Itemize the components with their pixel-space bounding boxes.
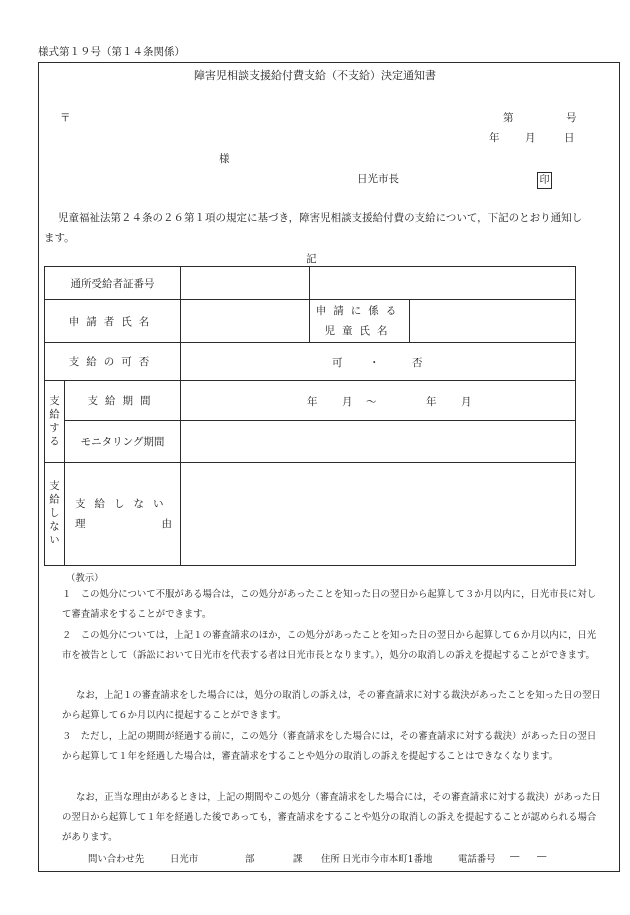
contact-address: 日光市今市本町1番地 [342,854,433,865]
contact-section: 課 [293,854,303,865]
reason-label [65,463,181,566]
certificate-number-label: 通所受給者証番号 [45,267,181,300]
date-year: 年 [489,132,500,144]
contact-label: 問い合わせ先 [88,854,145,865]
table-row [45,381,576,421]
nogrant-group-text: 支給しない [48,480,60,548]
applicant-name-value [181,300,310,343]
approval-no: 否 [412,356,423,369]
reason-label-line1: 支給しない [75,498,173,510]
contact-dept: 部 [245,854,255,865]
nogrant-group-label [45,463,65,566]
monitoring-label: モニタリング期間 [65,421,181,463]
table-row [45,300,576,343]
certificate-number-value-2 [310,267,576,300]
table-row [45,421,576,463]
note-1: １ この処分について不服がある場合は，この処分があったことを知った日の翌日から起算して３か月以内に，日光市長に対して審査請求をすることができます。 [62,589,597,620]
ki-label: 記 [306,253,317,265]
issuer-name: 日光市長 [357,173,399,185]
applicant-name-label: 申請者氏名 [45,300,181,343]
period-value [181,381,576,421]
body-text: 児童福祉法第２４条の２６第１項の規定に基づき，障害児相談支援給付費の支給について，下記のとおり通知します。 [44,212,583,244]
postal-mark: 〒 [60,112,71,124]
table-row [45,463,576,566]
honorific: 様 [219,153,230,165]
child-name-value [410,300,576,343]
document-title: 障害児相談支援給付費支給（不支給）決定通知書 [194,69,436,82]
approval-value [181,343,576,381]
form-number: 様式第１９号（第１４条関係） [38,46,185,58]
note-3: ３ ただし，上記の期間が経過する前に，この処分（審査請求をした場合には，その審査請求に対する裁決）があった日の翌日から起算して１年を経過した場合は，審査請求をすることや処分の取消しの訴えを提起することはできなくなります。 [62,731,597,762]
notes-heading: （教示） [66,573,104,584]
approval-yes: 可 [332,356,343,369]
note-2b: なお，上記１の審査請求をした場合には，処分の取消しの訴えは，その審査請求に対する裁決があったことを知った日の翌日から起算して６か月以内に提起することができます。 [62,690,601,721]
period-month-1: 月 [342,395,353,408]
seal-mark [537,168,552,189]
certificate-number-value [181,267,310,300]
doc-number-suffix: 号 [566,112,577,124]
contact-phone-dash-2: ― [537,851,547,862]
reason-label-part1: 理 [75,518,86,530]
table-row [45,267,576,300]
reason-label-part2: 由 [161,518,172,530]
reason-value [181,463,576,566]
decision-table [44,266,576,566]
child-name-label-line1: 申請に係る [315,305,404,317]
contact-phone-label: 電話番号 [458,854,496,865]
period-year-2: 年 [426,395,437,408]
grant-group-label [45,381,65,463]
child-name-label-line2: 児童氏名 [324,325,395,337]
table-row [45,343,576,381]
approval-separator: ・ [369,356,380,369]
contact-phone-dash-1: ― [510,851,520,862]
date-day: 日 [564,132,575,144]
period-label: 支給期間 [65,381,181,421]
monitoring-value [181,421,576,463]
doc-number-prefix: 第 [503,112,514,124]
approval-label: 支給の可否 [45,343,181,381]
child-name-label [310,300,410,343]
reason-label-line2 [75,514,180,534]
seal-text: 印 [537,172,552,189]
grant-group-text: 支給する [48,394,60,449]
note-2: ２ この処分については，上記１の審査請求のほか，この処分があったことを知った日の翌日から起算して６か月以内に，日光市を被告として（訴訟において日光市を代表する者は日光市長となります。），処分の取消しの訴えを提起することができます。 [62,630,597,661]
date-month: 月 [525,132,536,144]
period-month-2: 月 [461,395,472,408]
period-year-1: 年 [307,395,318,408]
contact-city: 日光市 [170,854,199,865]
period-tilde: ～ [366,395,377,408]
contact-address-label: 住所 [321,854,340,865]
note-3b: なお，正当な理由があるときは，上記の期間やこの処分（審査請求をした場合には，その審査請求に対する裁決）があった日の翌日から起算して１年を経過した後であっても，審査請求をすることや処分の取消しの訴えを提起することが認められる場合があります。 [62,792,601,843]
